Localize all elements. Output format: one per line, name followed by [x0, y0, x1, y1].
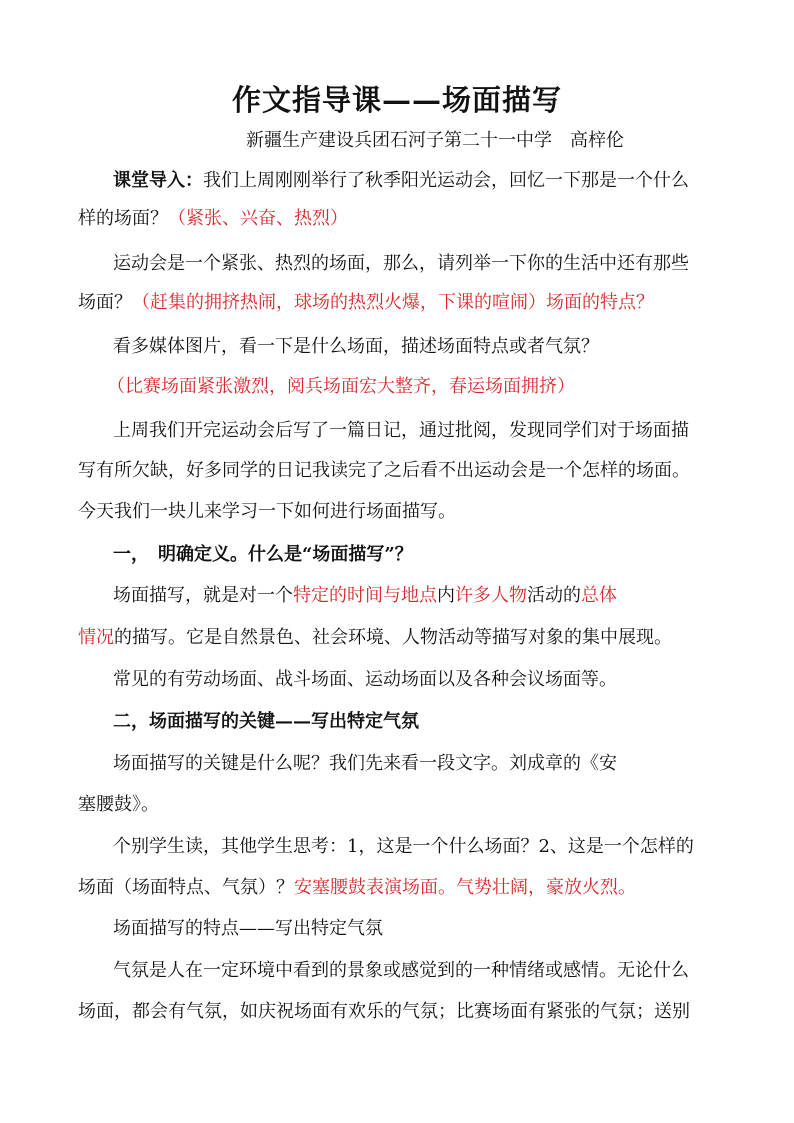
- paragraph-3-line-1: 看多媒体图片，看一下是什么场面，描述场面特点或者气氛？: [113, 336, 599, 357]
- paragraph-2-line-2: [78, 292, 654, 314]
- paragraph-7-line-2: 塞腰鼓》。: [78, 794, 159, 815]
- paragraph-3-answer-text: （比赛场面紧张激烈，阅兵场面宏大整齐，春运场面拥挤）: [107, 376, 575, 397]
- paragraph-10-line-1: 气氛是人在一定环境中看到的景象或感觉到的一种情绪或感情。无论什么: [113, 960, 689, 981]
- paragraph-5-highlight-overall: 总体: [581, 585, 617, 606]
- paragraph-10-line-2: 场面，都会有气氛，如庆祝场面有欢乐的气氛；比赛场面有紧张的气氛；送别: [78, 1001, 690, 1022]
- paragraph-5-line-2: [78, 627, 672, 649]
- paragraph-5-text-a: 场面描写，就是对一个: [113, 585, 293, 606]
- intro-text-1: 我们上周刚刚举行了秋季阳光运动会，回忆一下那是一个什么: [203, 170, 689, 191]
- paragraph-5-text-b: 内: [437, 585, 455, 606]
- paragraph-7-line-1: 场面描写的关键是什么呢？我们先来看一段文字。刘成章的《安: [113, 753, 617, 774]
- author-line: 新疆生产建设兵团石河子第二十一中学 高梓伦: [246, 130, 624, 151]
- heading-definition: 一， 明确定义。什么是“场面描写”？: [113, 544, 413, 565]
- paragraph-5-highlight-time-place: 特定的时间与地点: [293, 585, 437, 606]
- paragraph-9: 场面描写的特点——写出特定气氛: [113, 918, 383, 939]
- paragraph-8-answer: 安塞腰鼓表演场面。气势壮阔，豪放火烈。: [294, 877, 636, 898]
- paragraph-2-prefix: 场面？: [78, 292, 132, 313]
- intro-line-1: [113, 170, 689, 192]
- heading-key-point: 二，场面描写的关键——写出特定气氛: [113, 711, 419, 732]
- paragraph-5-highlight-people: 许多人物: [455, 585, 527, 606]
- paragraph-5-highlight-situation: 情况: [78, 627, 114, 648]
- intro-label: 课堂导入：: [113, 170, 203, 191]
- paragraph-5-line-1: [113, 585, 617, 607]
- page-title: 作文指导课——场面描写: [231, 83, 562, 117]
- paragraph-8-prefix: 场面（场面特点、气氛）？: [78, 877, 294, 898]
- paragraph-2-answer: （赶集的拥挤热闹，球场的热烈火爆，下课的喧闹）场面的特点？: [132, 292, 654, 313]
- paragraph-8-line-2: [78, 877, 636, 899]
- paragraph-6: 常见的有劳动场面、战斗场面、运动场面以及各种会议场面等。: [113, 669, 617, 690]
- paragraph-3-answer: [107, 376, 575, 398]
- intro-answer: （紧张、兴奋、热烈）: [168, 208, 348, 229]
- intro-text-2: 样的场面？: [78, 208, 168, 229]
- paragraph-5-text-c: 活动的: [527, 585, 581, 606]
- intro-line-2: [78, 208, 348, 230]
- paragraph-2-line-1: 运动会是一个紧张、热烈的场面，那么，请列举一下你的生活中还有那些: [113, 253, 689, 274]
- paragraph-4-line-3: 今天我们一块儿来学习一下如何进行场面描写。: [78, 501, 456, 522]
- paragraph-4-line-1: 上周我们开完运动会后写了一篇日记，通过批阅，发现同学们对于场面描: [113, 420, 689, 441]
- paragraph-5-text-d: 的描写。它是自然景色、社会环境、人物活动等描写对象的集中展现。: [114, 627, 672, 648]
- paragraph-4-line-2: 写有所欠缺，好多同学的日记我读完了之后看不出运动会是一个怎样的场面。: [78, 460, 690, 481]
- paragraph-8-line-1: 个别学生读，其他学生思考：1，这是一个什么场面？2、这是一个怎样的: [113, 836, 694, 857]
